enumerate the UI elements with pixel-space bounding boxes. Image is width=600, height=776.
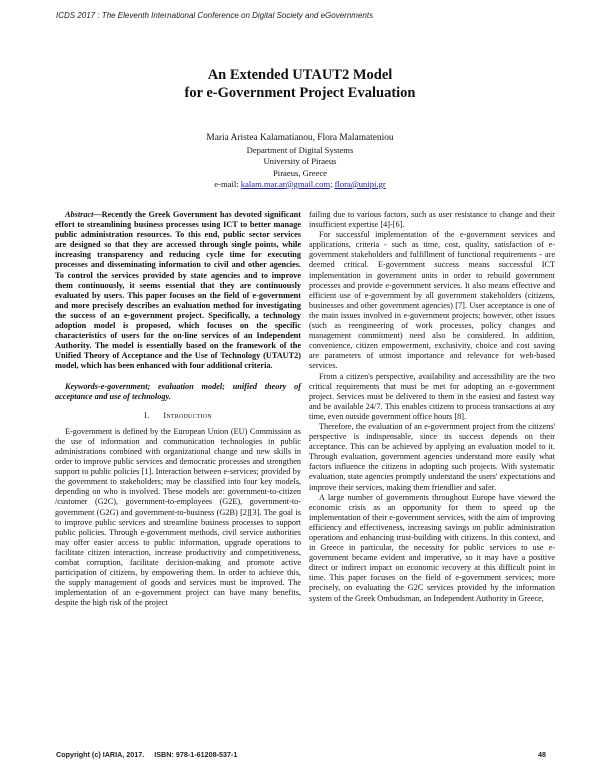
email-label: e-mail: <box>214 178 241 189</box>
left-column <box>55 210 301 608</box>
author-location: Piraeus, Greece <box>273 167 327 178</box>
title-line-2: for e-Government Project Evaluation <box>184 85 416 101</box>
page-number: 48 <box>538 750 546 759</box>
paragraph: A large number of governments throughout Europe have viewed the economic crisis as an opportunity for them to speed up the implementation of their e-government services, with the aim of improving efficiency and effectiveness, increasing savings on public administration operations and enhancing trust-building with citizens. In this context, and in Greece in particular, the necessity for public services to use e-government became evident and imperative, so it may have a positive direct or indirect impact on economic recovery at this difficult point in time. This paper focuses on the field of e-government services; more precisely, on evaluating the G2C services provided by the information system of the Greek Ombudsman, an Independent Authority in Greece, <box>309 492 555 603</box>
section-title: Introduction <box>163 410 212 420</box>
footer-isbn: ISBN: 978-1-61208-537-1 <box>154 750 238 759</box>
paper-title <box>0 66 600 102</box>
footer-copyright: Copyright (c) IARIA, 2017. <box>56 750 145 759</box>
author-names: Maria Aristea Kalamatianou, Flora Malamateniou <box>206 133 394 143</box>
abstract-lead: Abstract <box>65 210 94 219</box>
email-separator: ; <box>330 178 335 189</box>
title-line-1: An Extended UTAUT2 Model <box>207 67 393 83</box>
section-heading-introduction <box>55 411 301 421</box>
author-university: University of Piraeus <box>263 156 337 167</box>
page-footer <box>56 750 546 759</box>
paragraph: Therefore, the evaluation of an e-government project from the citizens' perspective is indispensable, since its success depends on their acceptance. This can be achieved by applying an evaluation model to it. Through evaluation, government agencies understand more easily what factors influence the citizens in adopting such projects. With systematic evaluation, state agencies promptly understand the users' expectations and improve their services, making them friendlier and safer. <box>309 421 555 492</box>
abstract <box>55 210 301 372</box>
email-link-2[interactable]: flora@unipi.gr <box>334 178 386 189</box>
author-department: Department of Digital Systems <box>246 145 354 156</box>
author-email-line <box>0 179 600 190</box>
running-head: ICDS 2017 : The Eleventh International Conference on Digital Society and eGovernments <box>56 11 374 20</box>
paragraph: For successful implementation of the e-government services and applications, criteria - such as time, cost, quality, satisfaction of e-government stakeholders and fulfillment of functional requirements - are deemed critical. E-government success means successful ICT implementation in government units in order to rebuild government processes and provide e-government services. It also means effective and efficient use of e-government by all government stakeholders (citizens, businesses and other government agencies) [7]. User acceptance is one of the main issues involved in e-government projects; however, other issues (such as reengineering of work processes, policy changes and management commitment) need also be considered. In addition, convenience, citizen empowerment, exclusivity, choice and cost saving are parameters of utmost importance and relevance for web-based services. <box>309 230 555 371</box>
keywords: Keywords-e-government; evaluation model; unified theory of acceptance and use of technology. <box>55 381 301 401</box>
paragraph: From a citizen's perspective, availability and accessibility are the two critical requirements that must be met for adopting an e-government project. Services must be delivered to them in the easiest and fastest way and be available 24/7. This enables citizens to process transactions at any time, even outside government office hours [8]. <box>309 371 555 421</box>
section-number: I. <box>144 410 150 420</box>
paragraph: E-government is defined by the European Union (EU) Commission as the use of information and communication technologies in public administrations combined with organizational change and new skills in order to improve public services and democratic processes and strengthen support to public policies [1]. Interaction between e-services; provided by the government to stakeholders; may be classified into four key models, depending on who is involved. These models are: government-to-citizen /customer (G2C), government-to-employees (G2E), government-to-government (G2G) and government-to-business (G2B) [2][3]. The goal is to improve public services and streamline business processes to support public policies. Through e-government methods, civil service authorities may offer easier access to public information, upgrade operations to facilitate citizen interaction, increase productivity and competitiveness, combat corruption, facilitate decision-making and promote active participation of citizens, by empowering them. In order to achieve this, the supply management of goods and services must be improved. The implementation of an e-government project can have many benefits, despite the high risk of the project <box>55 426 301 608</box>
paragraph: failing due to various factors, such as user resistance to change and their insufficient expertise [4]-[6]. <box>309 210 555 230</box>
right-column <box>309 210 555 604</box>
abstract-dash: — <box>93 210 102 219</box>
email-link-1[interactable]: kalam.mar.ar@gmail.com <box>240 178 331 189</box>
author-block <box>0 133 600 190</box>
abstract-text: Recently the Greek Government has devoted significant effort to streamlining business processes using ICT to better manage public administration resources. To this end, public sector services are designed so that they are accessed through single points, while increasing transparency and reducing cycle time for executing processes and disseminating information to civil and other agencies. To control the services provided by state agencies and to improve them continuously, it seems essential that they are continuously evaluated by users. This paper focuses on the field of e-government and more precisely describes an evaluation method for investigating the success of an e-government project. Specifically, a technology adoption model is proposed, which focuses on the specific characteristics of users for the on-line services of an Independent Authority. The model is essentially based on the framework of the Unified Theory of Acceptance and the Use of Technology (UTAUT2) model, which has been enhanced with four additional criteria. <box>55 210 301 371</box>
